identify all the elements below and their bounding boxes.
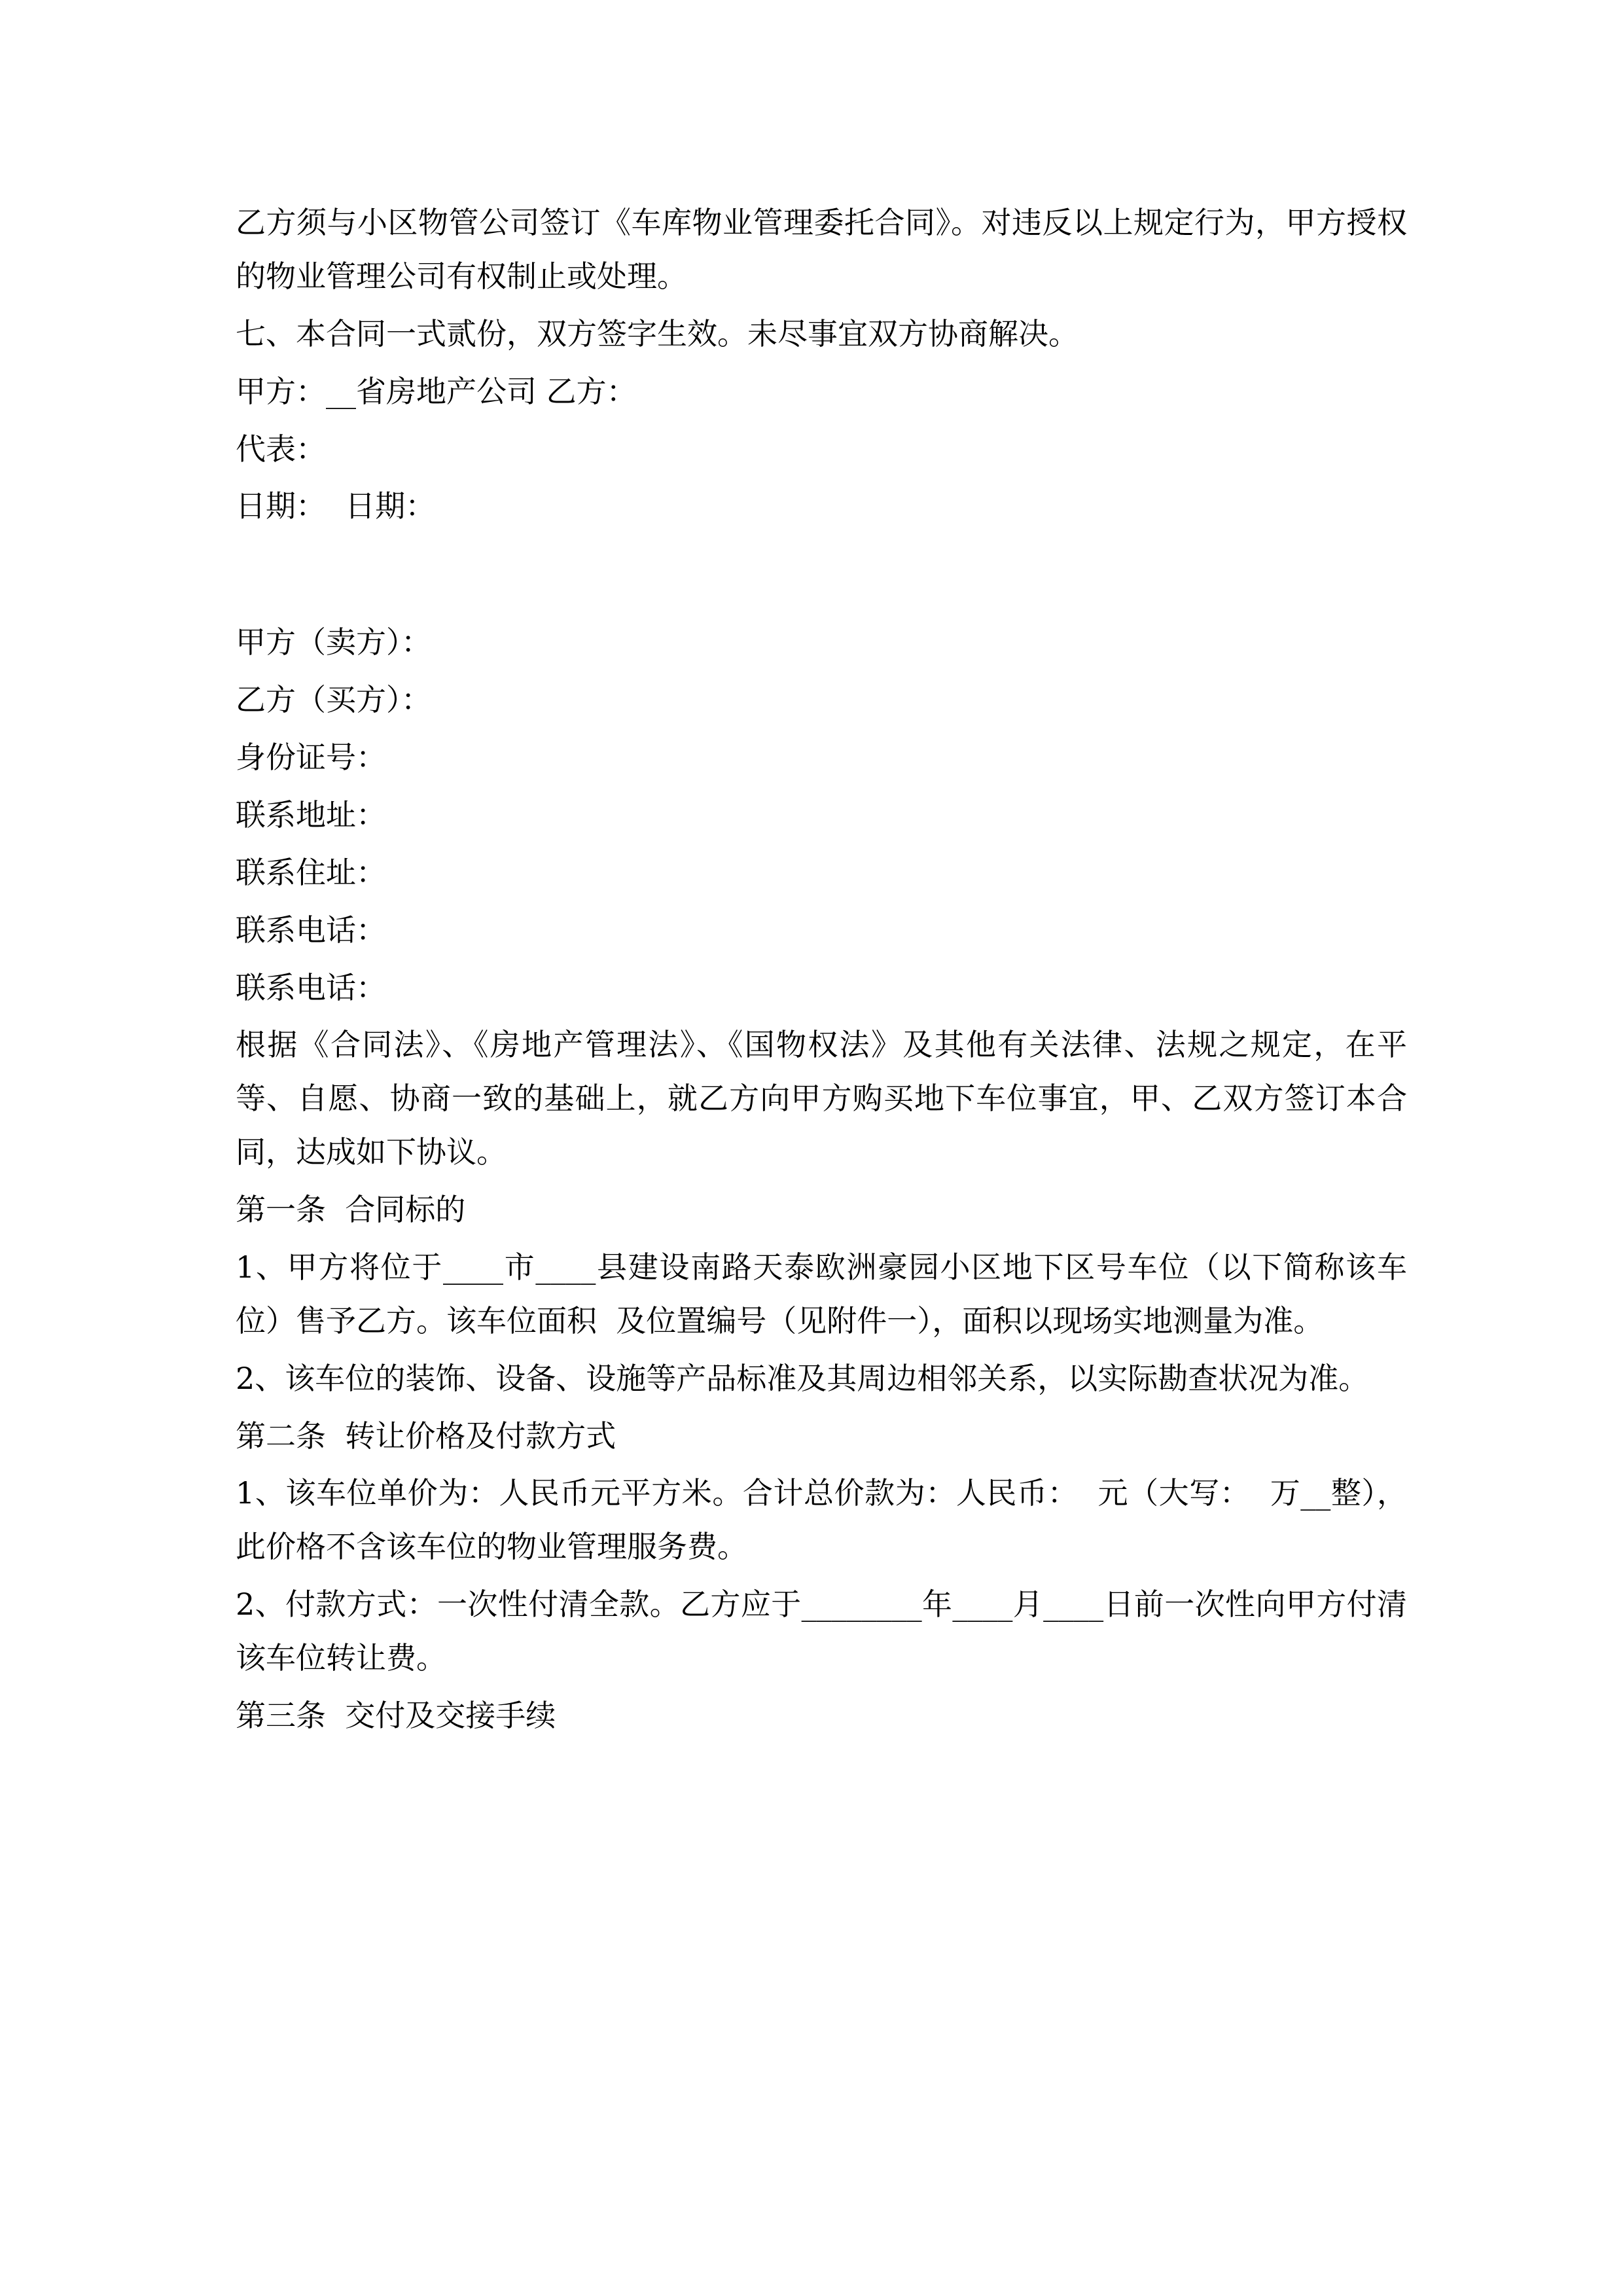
paragraph: 1、甲方将位于____市____县建设南路天泰欧洲豪园小区地下区号车位（以下简称该车位）售予乙方。该车位面积 及位置编号（见附件一），面积以现场实地测量为准。	[236, 1249, 1407, 1338]
paragraph: 联系住址：	[236, 854, 386, 890]
paragraph: 日期： 日期：	[236, 488, 436, 524]
paragraph: 甲方：__省房地产公司 乙方：	[236, 373, 637, 409]
paragraph: 七、本合同一式贰份，双方签字生效。未尽事宜双方协商解决。	[236, 315, 1079, 351]
section-heading: 第三条 交付及交接手续	[236, 1697, 556, 1733]
blank-line-spacer	[236, 537, 1407, 616]
paragraph: 代表：	[236, 431, 326, 467]
paragraph: 2、该车位的装饰、设备、设施等产品标准及其周边相邻关系，以实际勘查状况为准。	[236, 1360, 1369, 1396]
paragraph: 联系电话：	[236, 912, 386, 948]
document-body	[236, 196, 1407, 1743]
paragraph: 甲方（卖方）：	[236, 624, 431, 660]
paragraph: 联系地址：	[236, 797, 386, 833]
paragraph: 联系电话：	[236, 969, 386, 1005]
paragraph: 身份证号：	[236, 740, 386, 775]
paragraph: 2、付款方式：一次性付清全款。乙方应于________年____月____日前一次性向甲方付清该车位转让费。	[236, 1587, 1407, 1676]
section-heading: 第一条 合同标的	[236, 1192, 466, 1227]
paragraph: 乙方（买方）：	[236, 682, 431, 718]
paragraph: 乙方须与小区物管公司签订《车库物业管理委托合同》。对违反以上规定行为，甲方授权的物业管理公司有权制止或处理。	[236, 205, 1407, 294]
paragraph: 根据《合同法》、《房地产管理法》、《国物权法》及其他有关法律、法规之规定，在平等、自愿、协商一致的基础上，就乙方向甲方购买地下车位事宜，甲、乙双方签订本合同，达成如下协议。	[236, 1027, 1407, 1170]
section-heading: 第二条 转让价格及付款方式	[236, 1418, 616, 1454]
paragraph: 1、该车位单价为：人民币元平方米。合计总价款为：人民币： 元（大写： 万__整），此价格不含该车位的物业管理服务费。	[236, 1475, 1407, 1565]
